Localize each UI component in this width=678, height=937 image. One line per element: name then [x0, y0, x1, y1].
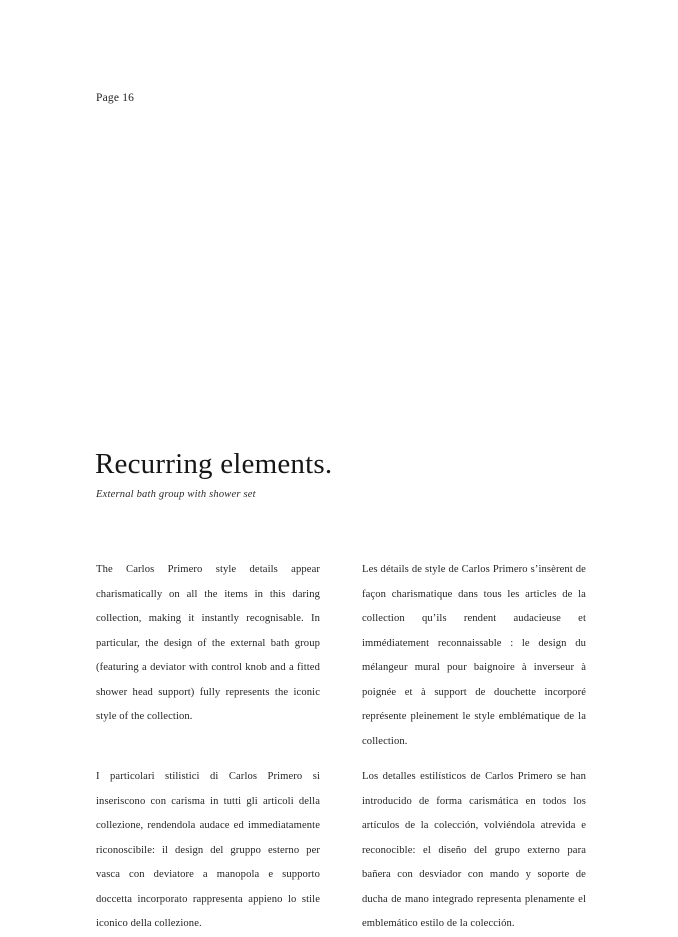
page-title: Recurring elements. [95, 448, 333, 480]
paragraph-italian: I particolari stilistici di Carlos Primero si inseriscono con carisma in tutti gli articoli della collezione, rendendola audace ed immediatamente riconoscibile: il design del gruppo esterno per vasca con deviatore a manopola e supporto doccetta incorporato rappresenta appieno lo stile iconico della collezione. [96, 771, 320, 929]
paragraph-spanish: Los detalles estilísticos de Carlos Primero se han introducido de forma carismática en todos los artículos de la colección, volviéndola atrevida e reconocible: el diseño del grupo externo para bañera con desviador con mando y soporte de ducha de mano integrado representa plenamente el emblemático estilo de la colección. [362, 771, 586, 929]
title-block [95, 449, 595, 500]
page-subtitle: External bath group with shower set [96, 488, 256, 500]
body-columns [96, 558, 586, 937]
paragraph-french: Les détails de style de Carlos Primero s’insèrent de façon charismatique dans tous les articles de la collection qu’ils rendent audacieuse et immédiatement reconnaissable : le design du mélangeur mural pour baignoire à inverseur à poignée et à support de douchette incorporé représente pleinement le style emblématique de la collection. [362, 564, 586, 747]
page-number: Page 16 [96, 92, 135, 104]
paragraph-english: The Carlos Primero style details appear charismatically on all the items in this daring collection, making it instantly recognisable. In particular, the design of the external bath group (featuring a deviator with control knob and a fitted shower head support) fully represents the iconic style of the collection. [96, 564, 320, 722]
